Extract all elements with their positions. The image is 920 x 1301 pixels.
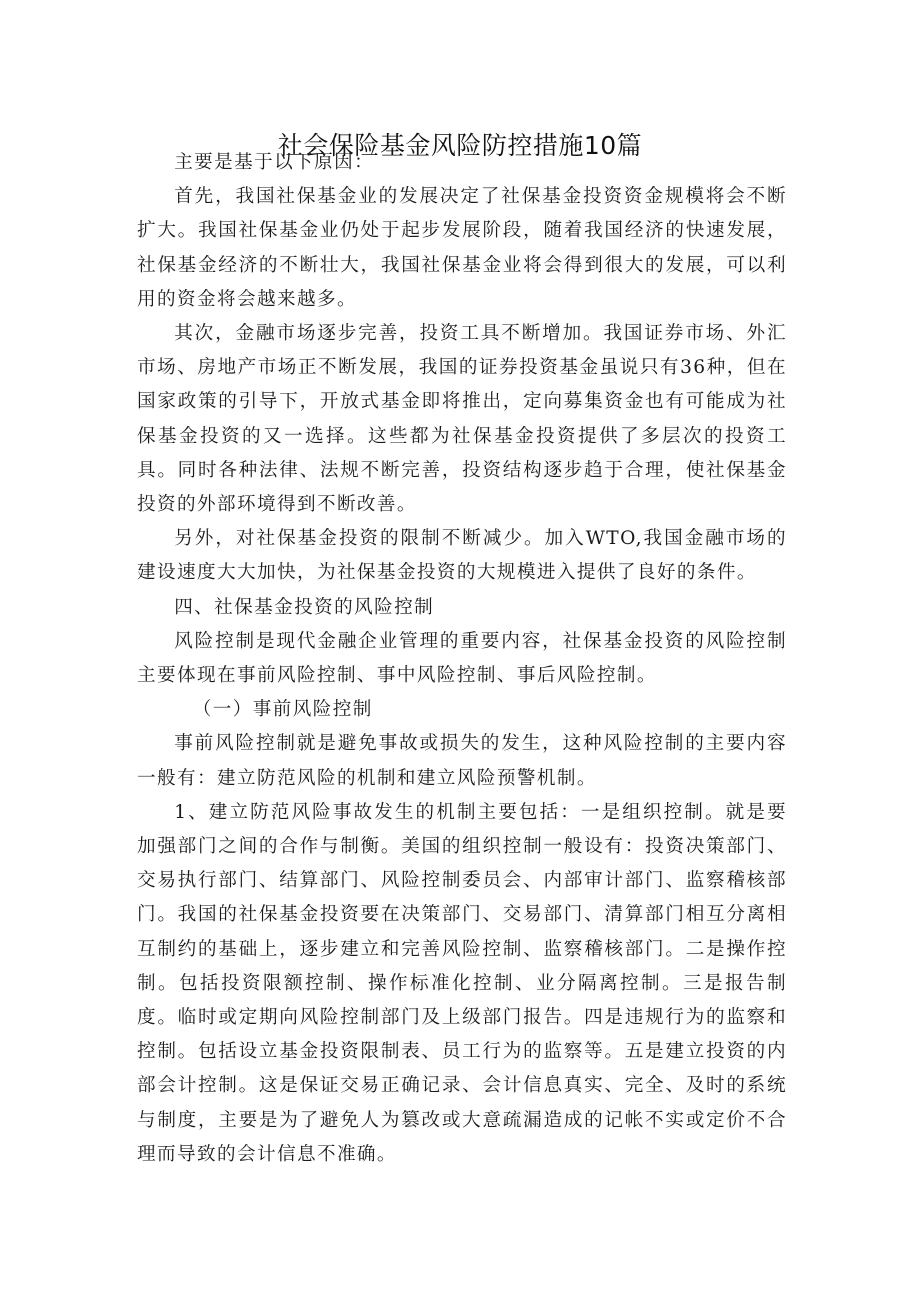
paragraph-mechanism: 1、建立防范风险事故发生的机制主要包括：一是组织控制。就是要加强部门之间的合作与制衡。美国的组织控制一般设有：投资决策部门、交易执行部门、结算部门、风险控制委员会、内部审计部门、监察稽核部门。我国的社保基金投资要在决策部门、交易部门、清算部门相互分离相互制约的基础上，逐步建立和完善风险控制、监察稽核部门。二是操作控制。包括投资限额控制、操作标准化控制、业分隔离控制。三是报告制度。临时或定期向风险控制部门及上级部门报告。四是违规行为的监察和控制。包括设立基金投资限制表、员工行为的监察等。五是建立投资的内部会计控制。这是保证交易正确记录、会计信息真实、完全、及时的系统与制度，主要是为了避免人为篡改或大意疏漏造成的记帐不实或定价不合理而导致的会计信息不准确。	[137, 801, 787, 1165]
section-heading: 四、社保基金投资的风险控制	[174, 596, 435, 618]
paragraph-intro: 主要是基于以下原因：	[174, 152, 375, 173]
paragraph-pre-risk-control: 事前风险控制就是避免事故或损失的发生，这种风险控制的主要内容一般有：建立防范风险的机制和建立风险预警机制。	[137, 733, 787, 789]
subsection-heading: （一）事前风险控制	[192, 699, 373, 721]
paragraph-second-reason: 其次，金融市场逐步完善，投资工具不断增加。我国证券市场、外汇市场、房地产市场正不断发展，我国的证券投资基金虽说只有36种，但在国家政策的引导下，开放式基金即将推出，定向募集资金也有可能成为社保基金投资的又一选择。这些都为社保基金投资提供了多层次的投资工具。同时各种法律、法规不断完善，投资结构逐步趋于合理，使社保基金投资的外部环境得到不断改善。	[137, 323, 787, 516]
paragraph-first-reason: 首先，我国社保基金业的发展决定了社保基金投资资金规模将会不断扩大。我国社保基金业仍处于起步发展阶段，随着我国经济的快速发展，社保基金经济的不断壮大，我国社保基金业将会得到很大的发展，可以利用的资金将会越来越多。	[137, 186, 787, 310]
paragraph-risk-control: 风险控制是现代金融企业管理的重要内容，社保基金投资的风险控制主要体现在事前风险控制、事中风险控制、事后风险控制。	[137, 630, 787, 687]
document-title: 社会保险基金风险防控措施10篇	[277, 130, 643, 160]
document-body	[137, 146, 787, 1172]
paragraph-third-reason: 另外，对社保基金投资的限制不断减少。加入WTO,我国金融市场的建设速度大大加快，为社保基金投资的大规模进入提供了良好的条件。	[137, 528, 787, 584]
